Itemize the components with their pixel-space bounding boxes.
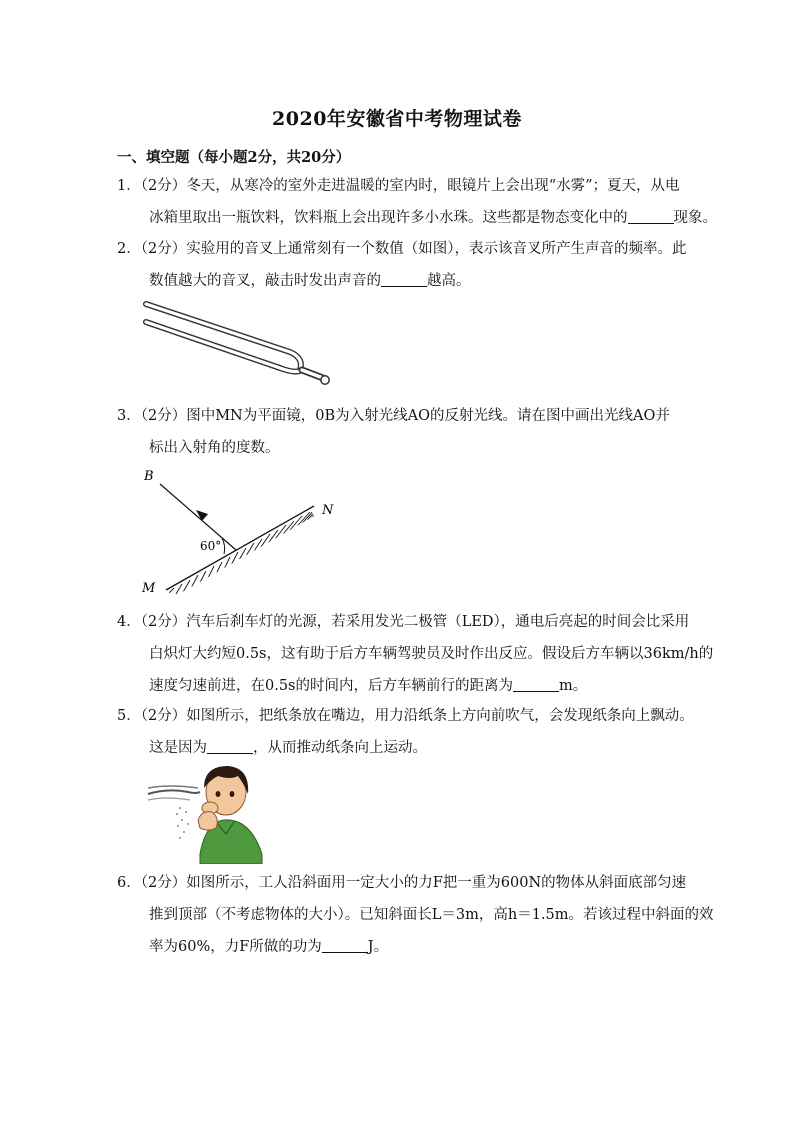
question-text: 现象。	[673, 210, 717, 226]
question-number: 6．	[117, 875, 141, 891]
question-text: 这是因为	[149, 740, 207, 756]
page-title: 2020年安徽省中考物理试卷	[272, 108, 522, 130]
reflected-ray-ob	[160, 484, 236, 550]
mirror-figure	[138, 462, 348, 598]
question-4	[117, 606, 714, 702]
question-number: 2．	[117, 241, 141, 257]
question-text: 冰箱里取出一瓶饮料，饮料瓶上会出现许多小水珠。这些都是物态变化中的	[149, 210, 628, 226]
label-m: M	[142, 581, 156, 596]
question-6	[117, 867, 714, 963]
question-text: 推到顶部（不考虑物体的大小）。已知斜面长L＝3m，高h＝1.5m。若该过程中斜面的效	[149, 907, 714, 923]
section-heading: 一、填空题（每小题2分，共20分）	[117, 149, 351, 166]
answer-blank	[207, 739, 253, 754]
question-text: （2分）图中MN为平面镜，0B为入射光线AO的反射光线。请在图中画出光线AO并	[140, 408, 670, 424]
label-n: N	[322, 503, 334, 518]
question-2	[117, 233, 687, 297]
question-number: 3．	[117, 408, 141, 424]
question-text: m。	[559, 678, 588, 694]
answer-blank	[322, 938, 368, 953]
question-3	[117, 400, 682, 464]
question-text: 标出入射角的度数。	[149, 440, 280, 456]
question-text: 数值越大的音叉，敲击时发出声音的	[149, 273, 381, 289]
answer-blank	[513, 677, 559, 692]
question-5	[117, 700, 694, 764]
answer-blank	[381, 272, 427, 287]
arrow-icon	[196, 510, 208, 521]
question-text: ，从而推动纸条向上运动。	[253, 740, 427, 756]
question-text: （2分）冬天，从寒冷的室外走进温暖的室内时，眼镜片上会出现“水雾”；夏天，从电	[140, 178, 680, 194]
question-text: （2分）汽车后刹车灯的光源，若采用发光二极管（LED），通电后亮起的时间会比采用	[140, 614, 690, 630]
question-text: J。	[367, 939, 389, 955]
tuning-fork-figure	[140, 298, 340, 392]
question-number: 5．	[117, 708, 141, 724]
angle-label: 60°	[200, 539, 222, 553]
question-text: 率为60%，力F所做的功为	[149, 939, 322, 955]
question-number: 4．	[117, 614, 141, 630]
label-b: B	[144, 469, 154, 484]
question-text: （2分）如图所示，工人沿斜面用一定大小的力F把一重为600N的物体从斜面底部匀速	[140, 875, 687, 891]
boy-blowing-paper-figure	[140, 762, 266, 864]
question-text: 白炽灯大约短0.5s，这有助于后方车辆驾驶员及时作出反应。假设后方车辆以36km/h的	[149, 646, 714, 662]
question-1	[117, 170, 717, 234]
answer-blank	[628, 209, 674, 224]
mirror-line	[166, 506, 314, 590]
question-text: 越高。	[427, 273, 471, 289]
question-text: 速度匀速前进，在0.5s的时间内，后方车辆前行的距离为	[149, 678, 513, 694]
question-text: （2分）实验用的音叉上通常刻有一个数值（如图），表示该音叉所产生声音的频率。此	[140, 241, 687, 257]
question-text: （2分）如图所示，把纸条放在嘴边，用力沿纸条上方向前吹气，会发现纸条向上飘动。	[140, 708, 694, 724]
question-number: 1．	[117, 178, 141, 194]
